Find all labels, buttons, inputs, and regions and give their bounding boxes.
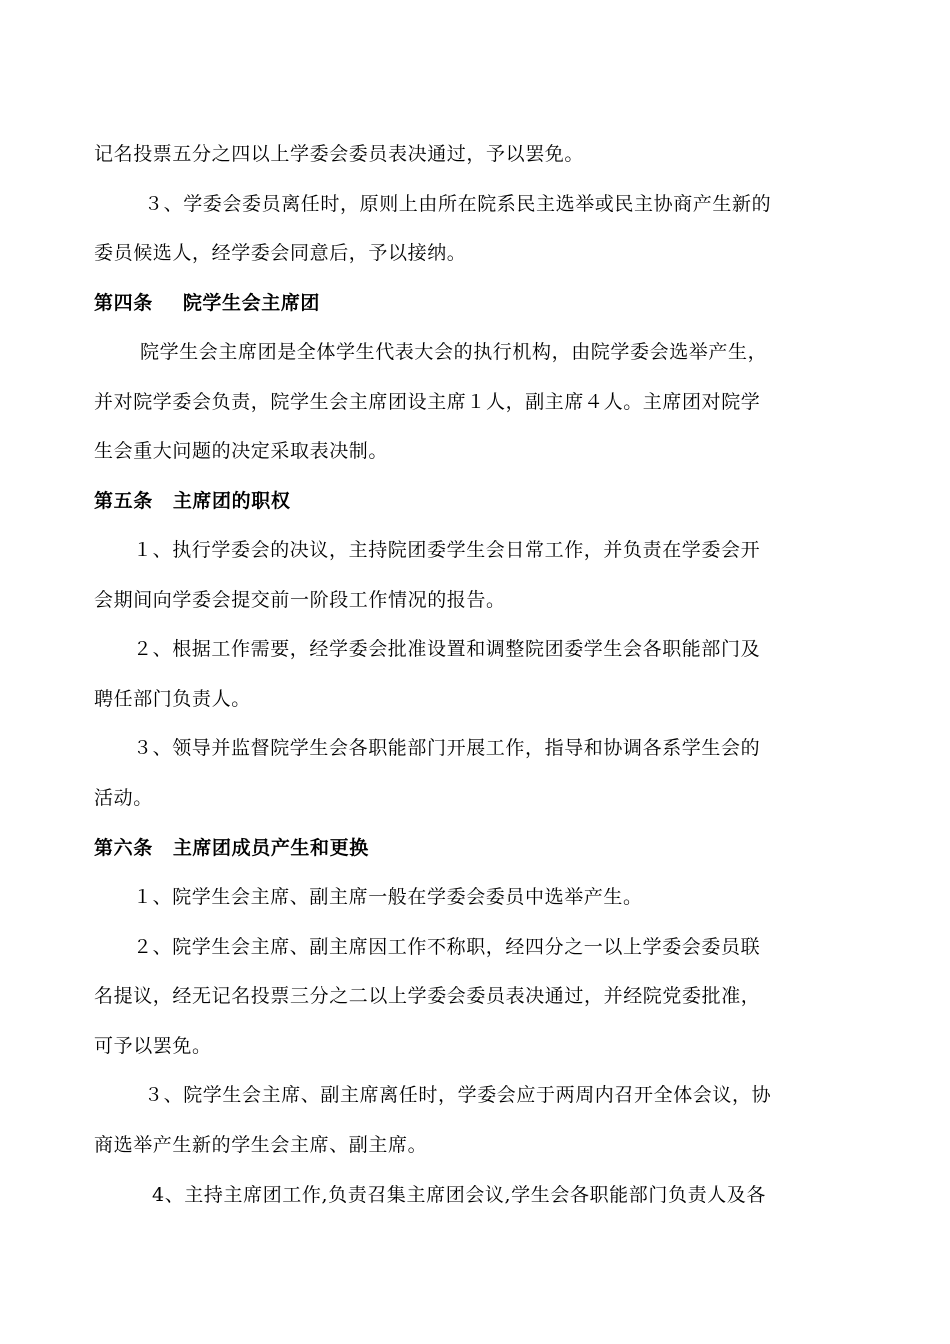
body-line: ３、学委会委员离任时，原则上由所在院系民主选举或民主协商产生新的: [144, 193, 772, 215]
body-line: ２、院学生会主席、副主席因工作不称职，经四分之一以上学委会委员联: [133, 936, 761, 958]
body-line: 委员候选人，经学委会同意后，予以接纳。: [94, 242, 467, 264]
article-4-heading: [94, 290, 320, 316]
body-line: 并对院学委会负责，院学生会主席团设主席１人，副主席４人。主席团对院学: [94, 391, 761, 413]
body-line: 4、主持主席团工作,负责召集主席团会议,学生会各职能部门负责人及各: [152, 1184, 766, 1206]
article-6-heading: [94, 835, 369, 861]
article-title: 主席团的职权: [172, 490, 291, 512]
body-line: 活动。: [94, 787, 153, 809]
body-line: １、执行学委会的决议，主持院团委学生会日常工作，并负责在学委会开: [133, 539, 761, 561]
article-5-heading: [94, 488, 290, 514]
body-line: ３、领导并监督院学生会各职能部门开展工作，指导和协调各系学生会的: [133, 737, 761, 759]
body-line: 可予以罢免。: [94, 1035, 212, 1057]
body-line: ３、院学生会主席、副主席离任时，学委会应于两周内召开全体会议，协: [144, 1084, 772, 1106]
article-number: 第五条: [94, 490, 153, 512]
body-line: 聘任部门负责人。: [94, 688, 251, 710]
article-number: 第四条: [94, 292, 153, 314]
article-title: 院学生会主席团: [182, 292, 321, 314]
article-number: 第六条: [94, 837, 153, 859]
body-line: 记名投票五分之四以上学委会委员表决通过，予以罢免。: [94, 143, 585, 165]
body-line: 会期间向学委会提交前一阶段工作情况的报告。: [94, 589, 506, 611]
body-line: 名提议，经无记名投票三分之二以上学委会委员表决通过，并经院党委批准，: [94, 985, 761, 1007]
article-title: 主席团成员产生和更换: [172, 837, 369, 859]
body-line: 生会重大问题的决定采取表决制。: [94, 440, 389, 462]
body-line: 商选举产生新的学生会主席、副主席。: [94, 1134, 428, 1156]
body-line: ２、根据工作需要，经学委会批准设置和调整院团委学生会各职能部门及: [133, 638, 761, 660]
body-line: １、院学生会主席、副主席一般在学委会委员中选举产生。: [133, 886, 643, 908]
body-line: 院学生会主席团是全体学生代表大会的执行机构，由院学委会选举产生，: [140, 341, 768, 363]
